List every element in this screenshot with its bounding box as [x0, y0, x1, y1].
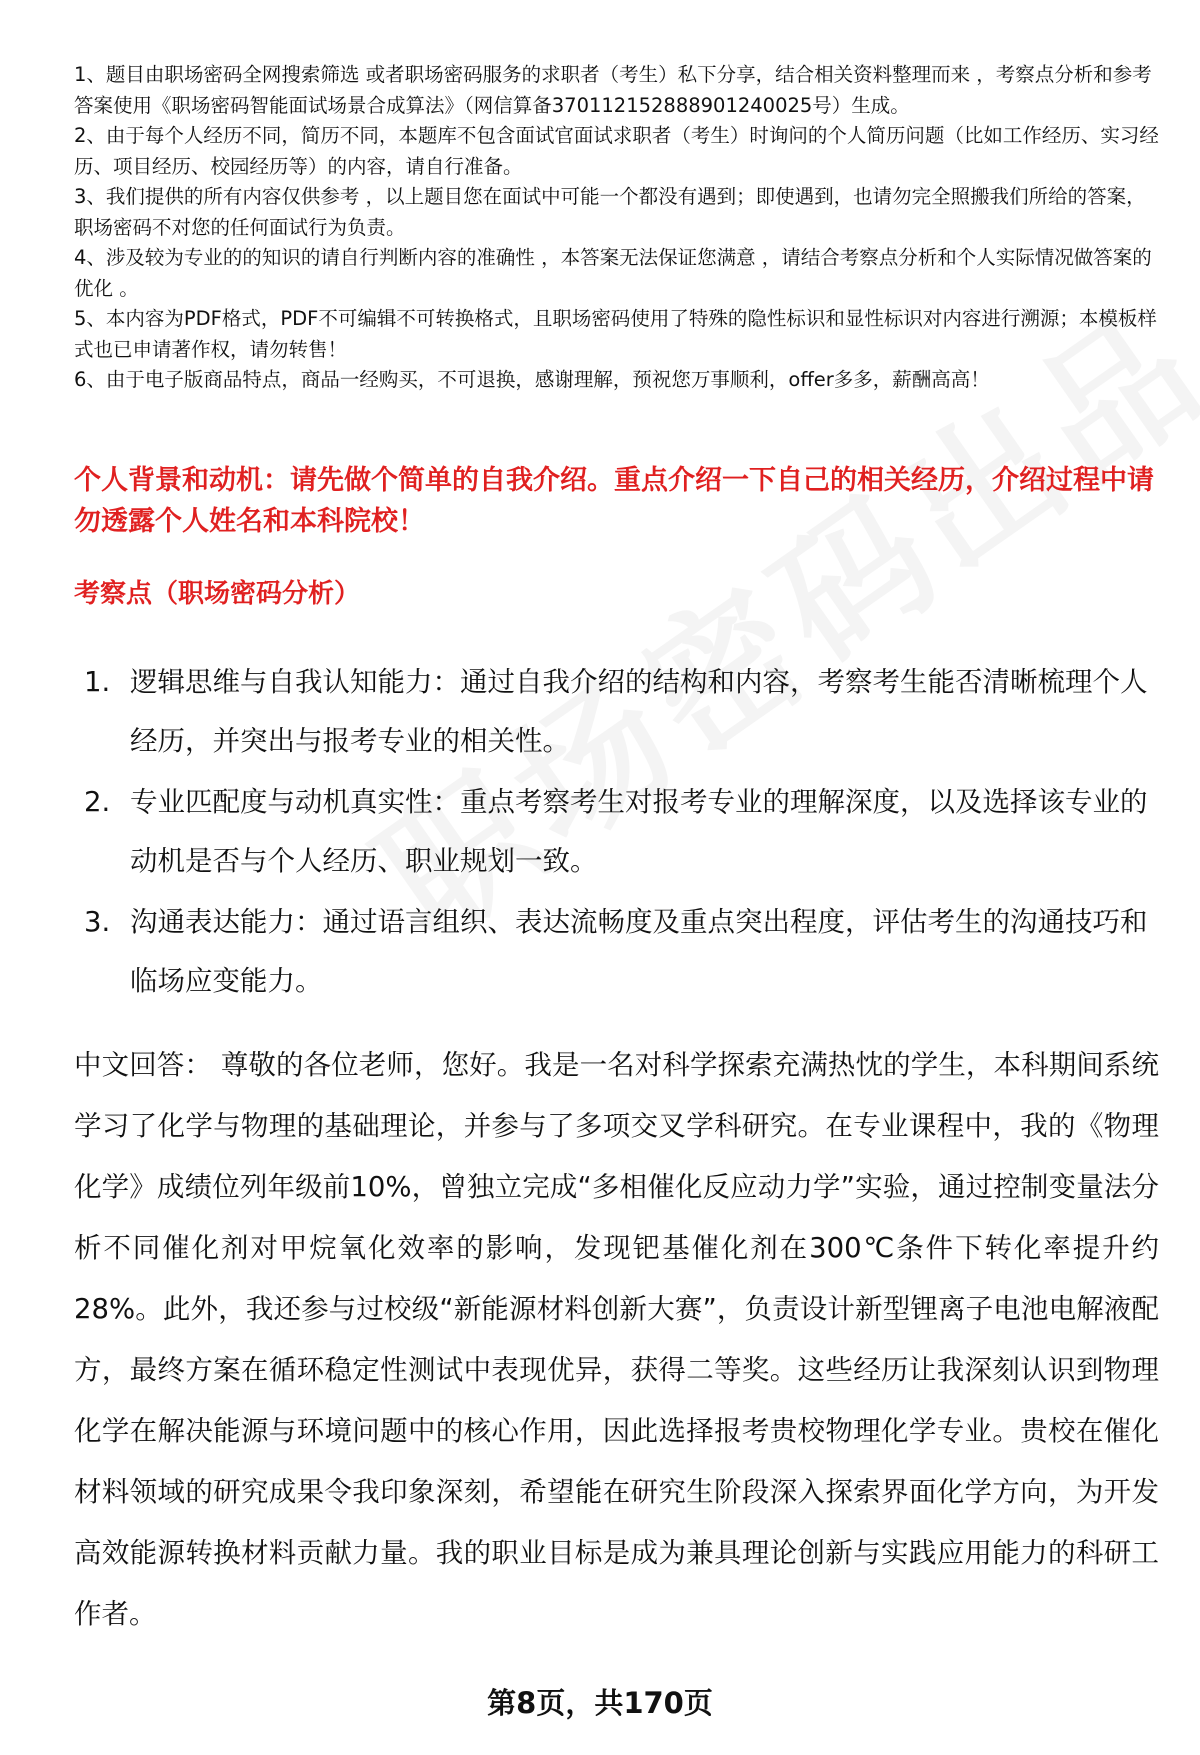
- answer-paragraph: 中文回答： 尊敬的各位老师，您好。我是一名对科学探索充满热忱的学生，本科期间系统学习了化学与物理的基础理论，并参与了多项交叉学科研究。在专业课程中，我的《物理化学》成绩位列年级前10%，曾独立完成“多相催化反应动力学”实验，通过控制变量法分析不同催化剂对甲烷氧化效率的影响，发现钯基催化剂在300℃条件下转化率提升约28%。此外，我还参与过校级“新能源材料创新大赛”，负责设计新型锂离子电池电解液配方，最终方案在循环稳定性测试中表现优异，获得二等奖。这些经历让我深刻认识到物理化学在解决能源与环境问题中的核心作用，因此选择报考贵校物理化学专业。贵校在催化材料领域的研究成果令我印象深刻，希望能在研究生阶段深入探索界面化学方向，为开发高效能源转换材料贡献力量。我的职业目标是成为兼具理论创新与实践应用能力的科研工作者。: [74, 1049, 1159, 1630]
- point-text: 逻辑思维与自我认知能力：通过自我介绍的结构和内容，考察考生能否清晰梳理个人经历，并突出与报考专业的相关性。: [130, 666, 1148, 757]
- analysis-point: [84, 653, 1154, 771]
- page-number: 第8页，共170页: [487, 1686, 713, 1720]
- point-number: 3.: [84, 906, 111, 938]
- analysis-point: [84, 773, 1154, 891]
- point-number: 1.: [84, 666, 111, 698]
- point-number: 2.: [84, 786, 111, 818]
- disclaimer-item: 3、我们提供的所有内容仅供参考 ，以上题目您在面试中可能一个都没有遇到；即使遇到，也请勿完全照搬我们所给的答案，职场密码不对您的任何面试行为负责。: [74, 185, 1146, 239]
- disclaimer-item: 5、本内容为PDF格式，PDF不可编辑不可转换格式，且职场密码使用了特殊的隐性标识和显性标识对内容进行溯源；本模板样式也已申请著作权，请勿转售！: [74, 307, 1157, 361]
- point-text: 专业匹配度与动机真实性：重点考察考生对报考专业的理解深度，以及选择该专业的动机是否与个人经历、职业规划一致。: [130, 786, 1148, 877]
- analysis-points-list: [84, 653, 1154, 1013]
- question-heading: 个人背景和动机：请先做个简单的自我介绍。重点介绍一下自己的相关经历，介绍过程中请勿透露个人姓名和本科院校！: [74, 465, 1154, 537]
- disclaimer-item: 6、由于电子版商品特点，商品一经购买，不可退换，感谢理解，预祝您万事顺利，offer多多，薪酬高高！: [74, 368, 990, 391]
- analysis-title: 考察点（职场密码分析）: [74, 579, 361, 609]
- analysis-point: [84, 893, 1154, 1011]
- disclaimer-item: 1、题目由职场密码全网搜索筛选 或者职场密码服务的求职者（考生）私下分享，结合相关资料整理而来 ，考察点分析和参考答案使用《职场密码智能面试场景合成算法》（网信算备370112152888901240025号）生成。: [74, 63, 1152, 117]
- disclaimer-block: [74, 60, 1164, 396]
- disclaimer-item: 4、涉及较为专业的的知识的请自行判断内容的准确性 ，本答案无法保证您满意 ，请结合考察点分析和个人实际情况做答案的优化 。: [74, 246, 1152, 300]
- disclaimer-item: 2、由于每个人经历不同，简历不同，本题库不包含面试官面试求职者（考生）时询问的个人简历问题（比如工作经历、实习经历、项目经历、校园经历等）的内容，请自行准备。: [74, 124, 1159, 178]
- point-text: 沟通表达能力：通过语言组织、表达流畅度及重点突出程度，评估考生的沟通技巧和临场应变能力。: [130, 906, 1148, 997]
